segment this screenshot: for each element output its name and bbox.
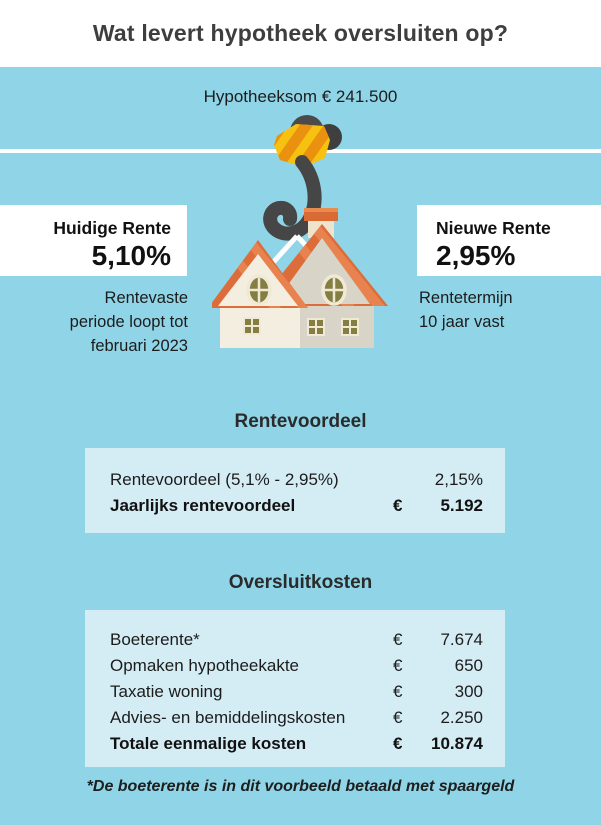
header — [0, 0, 601, 67]
new-rate-note: Rentetermijn 10 jaar vast — [419, 289, 513, 331]
table-row-total: Totale eenmalige kosten € 10.874 — [110, 734, 483, 753]
costs-heading: Oversluitkosten — [228, 572, 373, 593]
current-rate-label: Huidige Rente — [53, 218, 171, 238]
table-row: Taxatie woning € 300 — [110, 682, 483, 701]
page-title: Wat levert hypotheek oversluiten op? — [92, 20, 509, 46]
table-row: Opmaken hypotheekakte € 650 — [110, 656, 483, 675]
crane-hook-house-illustration — [212, 112, 388, 352]
table-row: Boeterente* € 7.674 — [110, 630, 483, 649]
table-row-total: Jaarlijks rentevoordeel € 5.192 — [110, 496, 483, 515]
new-rate-box — [417, 205, 601, 276]
footnote: *De boeterente is in dit voorbeeld betaald met spaargeld — [86, 778, 515, 795]
oval-window-right — [323, 276, 345, 304]
current-rate-note: Rentevaste periode loopt tot februari 2023 — [69, 289, 188, 355]
table-row: Rentevoordeel (5,1% - 2,95%) 2,15% — [110, 470, 483, 489]
benefit-heading: Rentevoordeel — [234, 411, 367, 432]
mortgage-sum-text: Hypotheeksom € 241.500 — [203, 87, 398, 106]
current-rate-value: 5,10% — [91, 240, 171, 271]
new-rate-value: 2,95% — [436, 240, 516, 271]
current-rate-box — [0, 205, 187, 276]
benefit-table — [85, 448, 505, 533]
new-rate-label: Nieuwe Rente — [436, 218, 551, 238]
table-row: Advies- en bemiddelingskosten € 2.250 — [110, 708, 483, 727]
costs-table — [85, 610, 505, 767]
oval-window-left — [248, 276, 270, 304]
